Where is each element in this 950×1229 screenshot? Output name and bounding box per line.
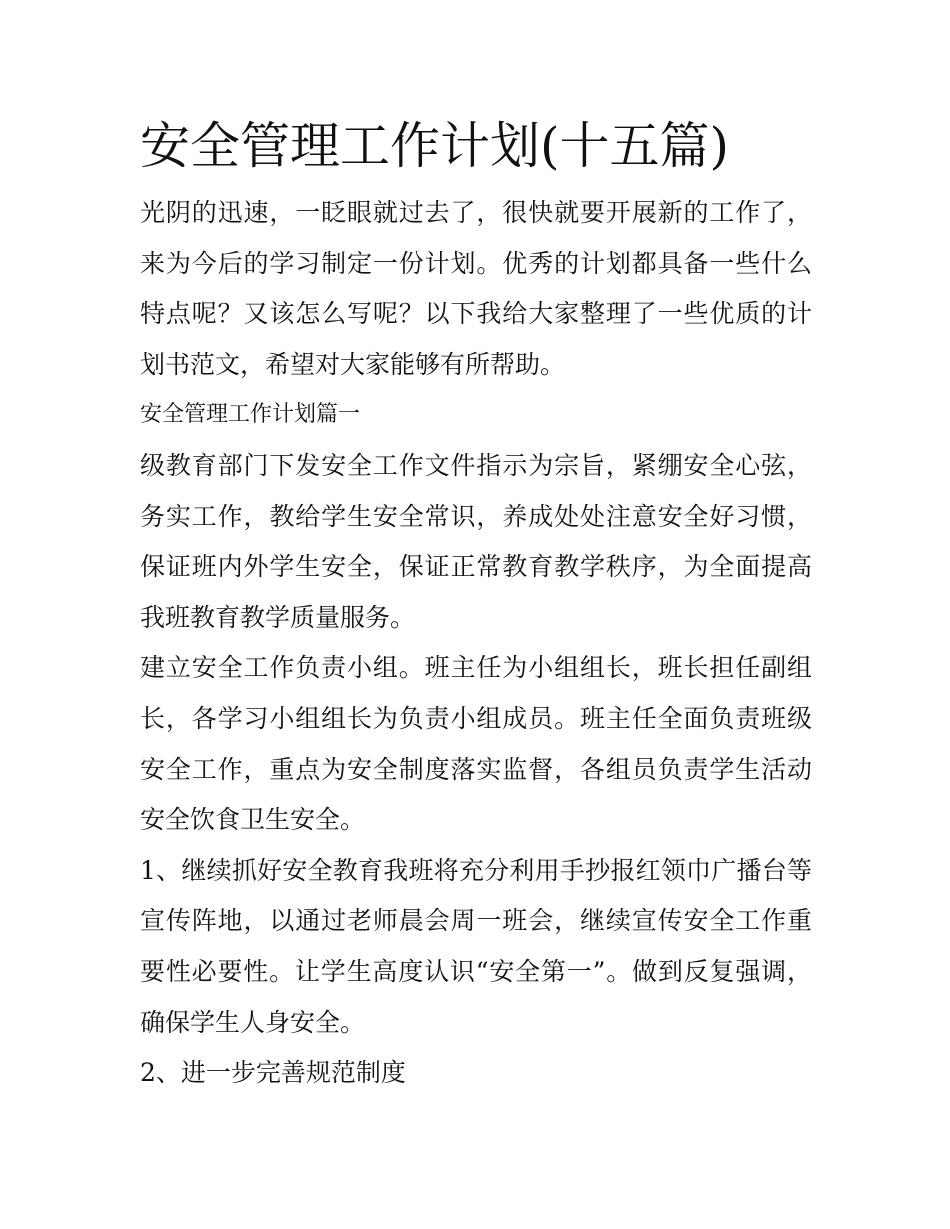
section-heading: 安全管理工作计划篇一 [140, 402, 361, 428]
body-paragraph-1: 级教育部门下发安全工作文件指示为宗旨，紧绷安全心弦，务实工作，教给学生安全常识，养成处处注意安全好习惯，保证班内外学生安全，保证正常教育教学秩序，为全面提高我班教育教学质量服务。 [140, 450, 812, 632]
body-paragraph-2: 建立安全工作负责小组。班主任为小组组长，班长担任副组长，各学习小组组长为负责小组成员。班主任全面负责班级安全工作，重点为安全制度落实监督，各组员负责学生活动安全饮食卫生安全。 [140, 653, 812, 835]
document-title: 安全管理工作计划(十五篇) [140, 117, 730, 175]
body-paragraph-4: 2、进一步完善规范制度 [140, 1058, 406, 1088]
body-paragraph-3: 1、继续抓好安全教育我班将充分利用手抄报红领巾广播台等宣传阵地，以通过老师晨会周一班会，继续宣传安全工作重要性必要性。让学生高度认识“安全第一”。做到反复强调，确保学生人身安全。 [140, 855, 812, 1037]
intro-paragraph: 光阴的迅速，一眨眼就过去了，很快就要开展新的工作了，来为今后的学习制定一份计划。优秀的计划都具备一些什么特点呢？又该怎么写呢？以下我给大家整理了一些优质的计划书范文，希望对大家能够有所帮助。 [140, 198, 812, 379]
document-body [140, 108, 812, 1099]
